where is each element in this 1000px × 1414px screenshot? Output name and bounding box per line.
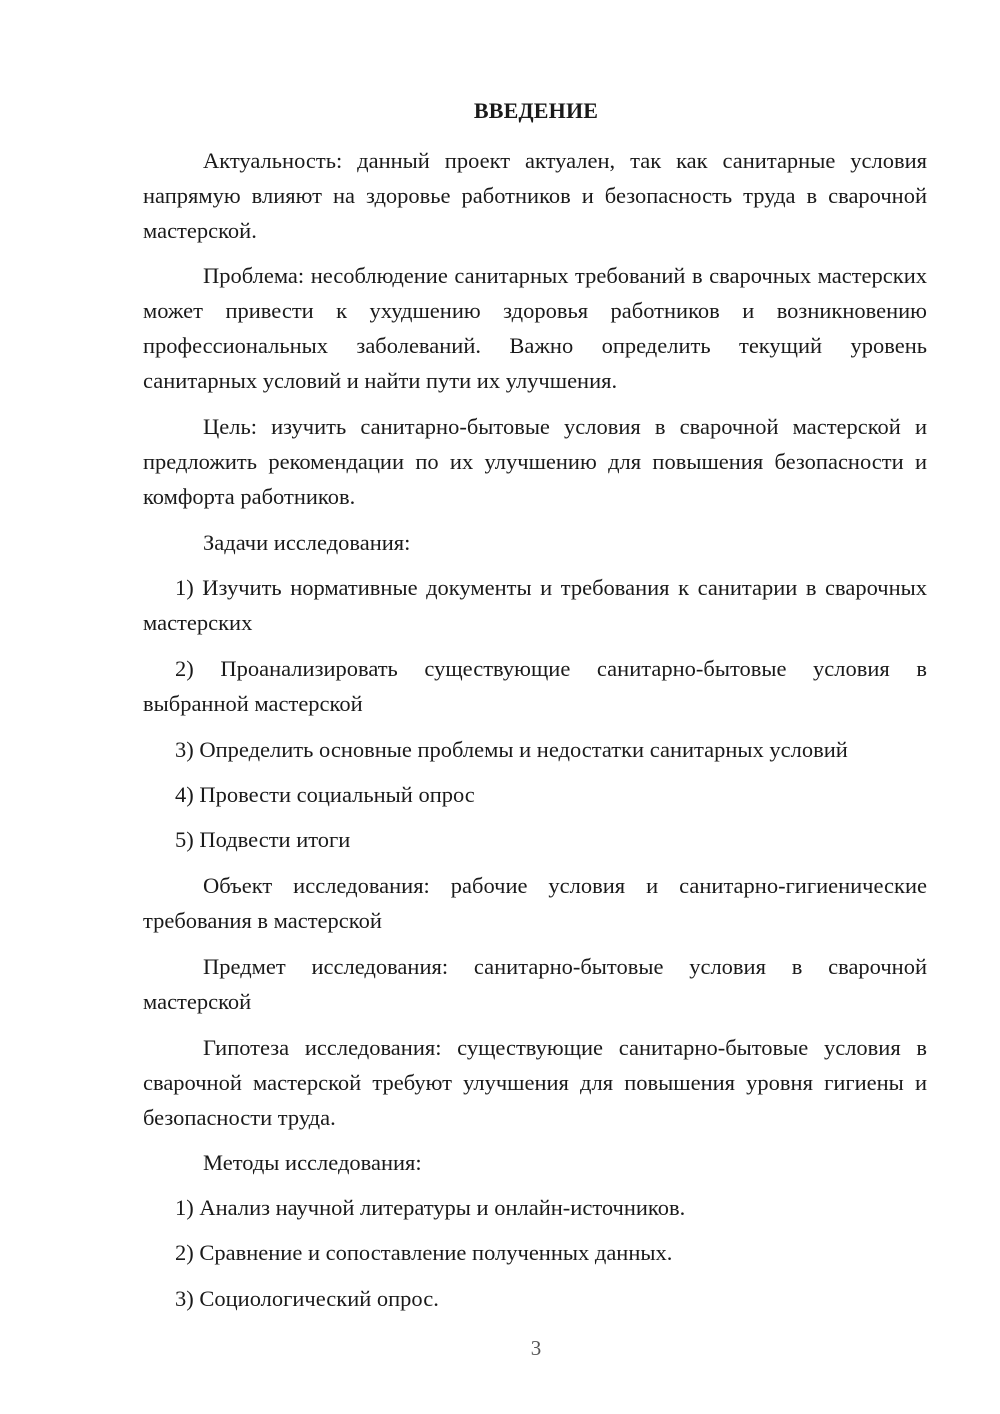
problem-paragraph: Проблема: несоблюдение санитарных требований в сварочных мастерских может привести к ухудшению здоровья работников и возникновению профессиональных заболеваний. Важно определить текущий уровень санитарных условий и найти пути их улучшения. [143, 263, 927, 393]
task-item-5: 5) Подвести итоги [175, 827, 351, 852]
subject-paragraph: Предмет исследования: санитарно-бытовые условия в сварочной мастерской [143, 954, 927, 1014]
page-title: ВВЕДЕНИЕ [473, 98, 599, 123]
method-item-1: 1) Анализ научной литературы и онлайн-источников. [175, 1195, 686, 1220]
method-item-3: 3) Социологический опрос. [175, 1286, 439, 1311]
hypothesis-paragraph: Гипотеза исследования: существующие санитарно-бытовые условия в сварочной мастерской требуют улучшения для повышения уровня гигиены и безопасности труда. [143, 1035, 927, 1130]
tasks-heading: Задачи исследования: [203, 530, 411, 555]
object-paragraph: Объект исследования: рабочие условия и санитарно-гигиенические требования в мастерской [143, 873, 927, 933]
task-item-4: 4) Провести социальный опрос [175, 782, 475, 807]
page-number: 3 [530, 1336, 542, 1360]
task-item-2: 2) Проанализировать существующие санитарно-бытовые условия в выбранной мастерской [143, 656, 927, 716]
task-item-1: 1) Изучить нормативные документы и требования к санитарии в сварочных мастерских [143, 575, 927, 635]
method-item-2: 2) Сравнение и сопоставление полученных данных. [175, 1240, 673, 1265]
task-item-3: 3) Определить основные проблемы и недостатки санитарных условий [175, 737, 848, 762]
relevance-paragraph: Актуальность: данный проект актуален, так как санитарные условия напрямую влияют на здоровье работников и безопасность труда в сварочной мастерской. [143, 148, 927, 243]
goal-paragraph: Цель: изучить санитарно-бытовые условия в сварочной мастерской и предложить рекомендации по их улучшению для повышения безопасности и комфорта работников. [143, 414, 927, 509]
methods-heading: Методы исследования: [203, 1150, 422, 1175]
